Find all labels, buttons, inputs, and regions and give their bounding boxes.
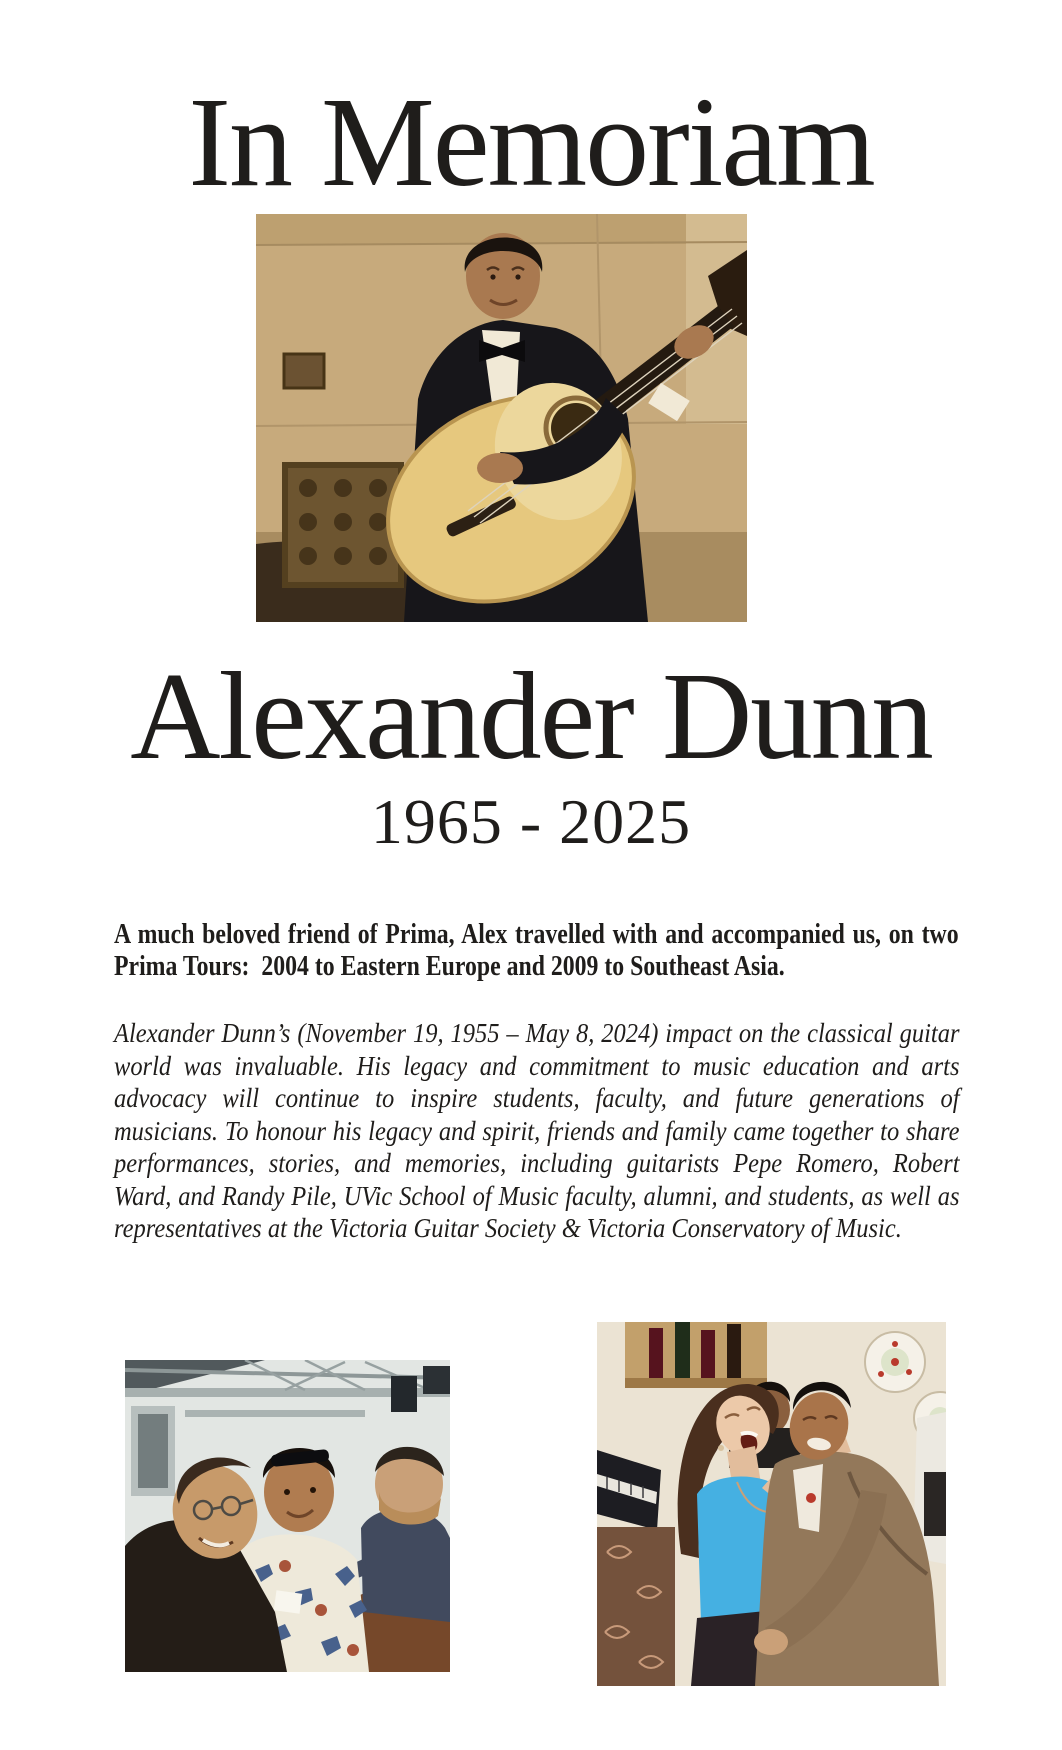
main-photo <box>256 214 747 622</box>
wall-grille <box>282 462 404 588</box>
wall-plate <box>284 354 324 388</box>
doorway <box>138 1414 168 1488</box>
wine-bottle <box>649 1328 663 1378</box>
polo-shirt <box>361 1509 450 1623</box>
memorial-paragraph: Alexander Dunn’s (November 19, 1955 – May 8, 2024) impact on the classical guitar world was invaluable. His legacy and commitment to music education and arts advocacy will continue to inspire students, faculty, and future generations of musicians. To honour his legacy and spirit, friends and family came together to share performances, stories, and memories, including guitarists Pepe Romero, Robert Ward, and Randy Pile, UVic School of Music faculty, alumni, and students, as well as representatives at the Victoria Guitar Society & Victoria Conservatory of Music. <box>114 1017 960 1243</box>
wine-shelf <box>625 1322 767 1388</box>
photo-airport-friends <box>125 1360 450 1672</box>
boutonniere <box>806 1493 816 1503</box>
subject-years: 1965 - 2025 <box>370 786 692 857</box>
photo-dancing <box>597 1322 946 1686</box>
guitar-portrait-graphic <box>256 214 747 622</box>
dancing-scene-graphic <box>597 1322 946 1686</box>
subject-name: Alexander Dunn <box>130 648 932 786</box>
airport-scene-graphic <box>125 1360 450 1672</box>
intro-paragraph: A much beloved friend of Prima, Alex travelled with and accompanied us, on two Prima Tours: 2004 to Eastern Europe and 2009 to Southeast Asia. <box>114 918 965 982</box>
clasped-hands <box>754 1629 788 1655</box>
name-tag <box>274 1590 303 1613</box>
earring <box>718 1445 724 1451</box>
monitor <box>391 1376 417 1412</box>
right-hand <box>477 453 523 483</box>
page-title: In Memoriam <box>188 71 874 213</box>
